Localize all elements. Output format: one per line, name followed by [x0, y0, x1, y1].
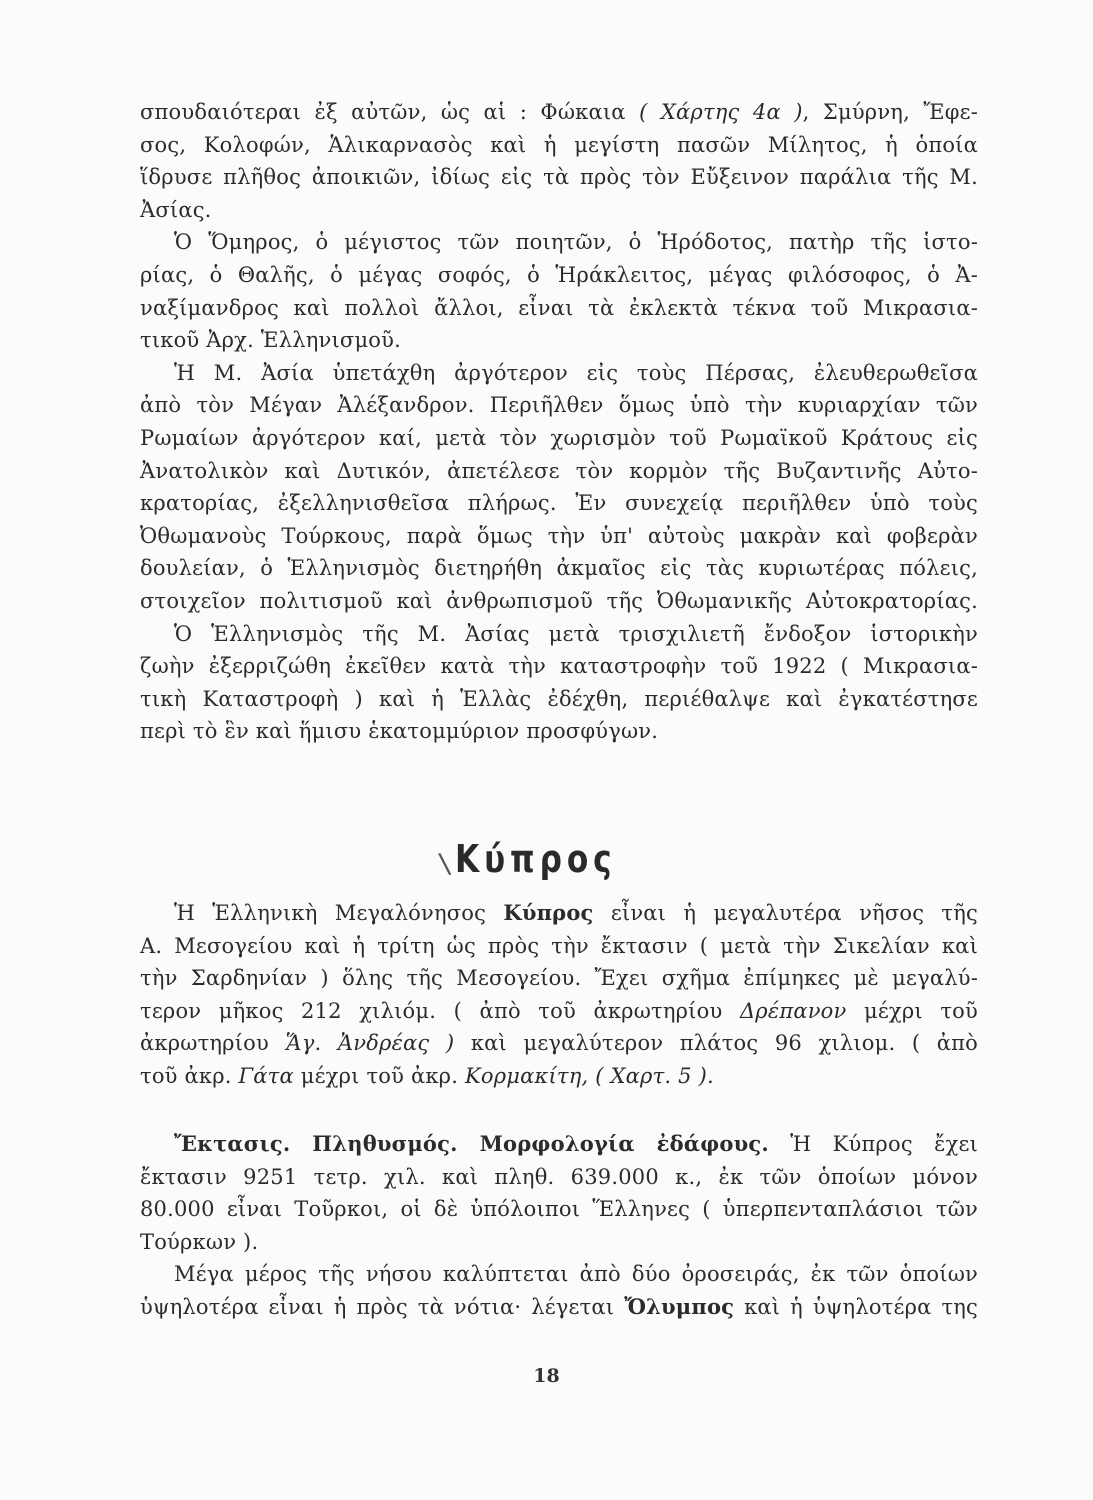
text-run: Ἀσίας. — [140, 197, 212, 222]
text-run: Ἀνατολικὸν καὶ Δυτικόν, ἀπετέλεσε τὸν κορμὸν τῆς Βυζαντινῆς Αὐτο- — [140, 458, 978, 483]
text-line — [140, 1291, 978, 1324]
text-run: ρίας, ὁ Θαλῆς, ὁ μέγας σοφός, ὁ Ἡράκλειτος, μέγας φιλόσοφος, ὁ Ἀ- — [140, 262, 978, 287]
text-run: ἵδρυσε πλῆθος ἀποικιῶν, ἰδίως εἰς τὰ πρὸς τὸν Εὔξεινον παράλια τῆς Μ. — [140, 165, 978, 190]
text-run: ( Χάρτης 4α ) — [639, 100, 803, 124]
text-run: σπουδαιότεραι ἐξ αὐτῶν, ὡς αἱ : Φώκαια — [140, 100, 640, 124]
text-line — [140, 161, 978, 194]
page-number: 18 — [533, 1365, 560, 1387]
text-line — [140, 897, 978, 930]
text-line — [140, 930, 978, 963]
text-line — [140, 324, 978, 357]
text-run: Ὁ Ὅμηρος, ὁ μέγιστος τῶν ποιητῶν, ὁ Ἡρόδοτος, πατὴρ τῆς ἱστο- — [174, 230, 978, 255]
text-line — [140, 422, 978, 455]
text-run: ναξίμανδρος καὶ πολλοὶ ἄλλοι, εἶναι τὰ ἐκλεκτὰ τέκνα τοῦ Μικρασια- — [140, 295, 978, 320]
text-line — [140, 226, 978, 259]
section-title: Κύπρος — [455, 837, 617, 881]
text-run: εἶναι ἡ μεγαλυτέρα νῆσος τῆς — [593, 901, 978, 925]
text-run: στοιχεῖον πολιτισμοῦ καὶ ἀνθρωπισμοῦ τῆς Ὀθωμανικῆς Αὐτοκρατορίας. — [140, 588, 978, 613]
text-line — [140, 585, 978, 618]
text-run: ἀπὸ τὸν Μέγαν Ἀλέξανδρον. Περιῆλθεν ὅμως ὑπὸ τὴν κυριαρχίαν τῶν — [140, 393, 978, 418]
text-run: Α. Μεσογείου καὶ ἡ τρίτη ὡς πρὸς τὴν ἔκτασιν ( μετὰ τὴν Σικελίαν καὶ — [140, 933, 978, 958]
text-run: ἀκρωτηρίου — [140, 1031, 286, 1056]
text-line — [140, 1027, 978, 1060]
text-line — [140, 715, 978, 748]
text-run: μέχρι τοῦ ἀκρ. — [293, 1063, 465, 1088]
text-run: τερον μῆκος 212 χιλιόμ. ( ἀπὸ τοῦ ἀκρωτηρίου — [140, 998, 740, 1023]
text-run: Ἔκτασις. Πληθυσμός. Μορφολογία ἐδάφους. — [174, 1131, 769, 1156]
text-run: Δρέπανον — [739, 998, 847, 1023]
text-run: καὶ ἡ ὑψηλοτέρα της — [734, 1294, 978, 1319]
text-line — [140, 552, 978, 585]
text-run: Γάτα — [238, 1063, 294, 1088]
pencil-mark: \ — [437, 846, 453, 881]
text-line — [140, 292, 978, 325]
text-run: σος, Κολοφών, Ἁλικαρνασὸς καὶ ἡ μεγίστη πασῶν Μίλητος, ἡ ὁποία — [140, 132, 978, 157]
text-run: Ὁ Ἑλληνισμὸς τῆς Μ. Ἀσίας μετὰ τρισχιλιετῆ ἔνδοξον ἱστορικὴν — [174, 621, 978, 646]
text-line — [140, 520, 978, 553]
text-line — [140, 96, 978, 129]
text-run: Κύπρος — [503, 900, 594, 925]
text-line — [140, 683, 978, 716]
text-run: καὶ μεγαλύτερον πλάτος 96 χιλιομ. ( ἀπὸ — [454, 1031, 978, 1056]
text-line — [140, 1193, 978, 1226]
text-line — [140, 995, 978, 1028]
text-run: κρατορίας, ἐξελληνισθεῖσα πλήρως. Ἐν συνεχείᾳ περιῆλθεν ὑπὸ τοὺς — [140, 491, 978, 516]
text-line — [140, 1161, 978, 1194]
area-population-paragraph — [140, 1128, 978, 1324]
text-line — [140, 650, 978, 683]
text-line — [140, 962, 978, 995]
intro-paragraphs — [140, 96, 978, 748]
text-line — [140, 129, 978, 162]
text-line — [140, 259, 978, 292]
text-run: τικοῦ Ἀρχ. Ἑλληνισμοῦ. — [140, 328, 401, 353]
text-run: Ὄλυμπος — [624, 1293, 735, 1319]
text-line — [140, 1060, 978, 1093]
text-run: μέχρι τοῦ — [846, 998, 978, 1023]
text-run: Ἅγ. Ἀνδρέας ) — [285, 1031, 455, 1056]
text-run: Κορμακίτη, ( Χαρτ. 5 ). — [464, 1063, 714, 1088]
text-line — [140, 1226, 978, 1259]
text-run: Ἡ Μ. Ἀσία ὑπετάχθη ἀργότερον εἰς τοὺς Πέρσας, ἐλευθερωθεῖσα — [174, 360, 978, 385]
text-run: Μέγα μέρος τῆς νήσου καλύπτεται ἀπὸ δύο ὀροσειράς, ἐκ τῶν ὁποίων — [174, 1262, 978, 1287]
text-run: Ρωμαίων ἀργότερον καί, μετὰ τὸν χωρισμὸν τοῦ Ρωμαϊκοῦ Κράτους εἰς — [140, 425, 978, 450]
text-line — [140, 1258, 978, 1291]
text-run: τὴν Σαρδηνίαν ) ὅλης τῆς Μεσογείου. Ἔχει σχῆμα ἐπίμηκες μὲ μεγαλύ- — [140, 966, 978, 991]
text-run: , Σμύρνη, Ἔφε- — [802, 100, 979, 124]
text-run: ὑψηλοτέρα εἶναι ἡ πρὸς τὰ νότια· λέγεται — [140, 1294, 625, 1319]
text-run: τοῦ ἀκρ. — [140, 1063, 239, 1088]
text-line — [140, 357, 978, 390]
text-line — [140, 1128, 978, 1161]
text-run: δουλείαν, ὁ Ἑλληνισμὸς διετηρήθη ἀκμαῖος εἰς τὰς κυριωτέρας πόλεις, — [140, 556, 978, 581]
text-run: 80.000 εἶναι Τοῦρκοι, οἱ δὲ ὑπόλοιποι Ἕλληνες ( ὑπερπενταπλάσιοι τῶν — [140, 1197, 978, 1222]
text-line — [140, 618, 978, 651]
text-line — [140, 487, 978, 520]
text-run: ζωὴν ἐξερριζώθη ἐκεῖθεν κατὰ τὴν καταστροφὴν τοῦ 1922 ( Μικρασια- — [140, 654, 978, 679]
cyprus-intro-paragraph — [140, 897, 978, 1093]
text-line — [140, 389, 978, 422]
text-run: Τούρκων ). — [140, 1229, 259, 1254]
text-line — [140, 455, 978, 488]
text-run: ἔκτασιν 9251 τετρ. χιλ. καὶ πληθ. 639.000 κ., ἐκ τῶν ὁποίων μόνον — [140, 1164, 978, 1189]
text-run: Ἡ Κύπρος ἔχει — [768, 1132, 979, 1156]
text-run: τικὴ Καταστροφὴ ) καὶ ἡ Ἑλλὰς ἐδέχθη, περιέθαλψε καὶ ἐγκατέστησε — [140, 686, 978, 711]
text-run: περὶ τὸ ἓν καὶ ἥμισυ ἑκατομμύριον προσφύγων. — [140, 719, 659, 744]
text-run: Ἡ Ἑλληνικὴ Μεγαλόνησος — [174, 901, 504, 925]
text-run: Ὀθωμανοὺς Τούρκους, παρὰ ὅμως τὴν ὑπ' αὐτοὺς μακρὰν καὶ φοβερὰν — [140, 523, 978, 548]
text-line — [140, 194, 978, 227]
section-heading — [437, 818, 652, 881]
